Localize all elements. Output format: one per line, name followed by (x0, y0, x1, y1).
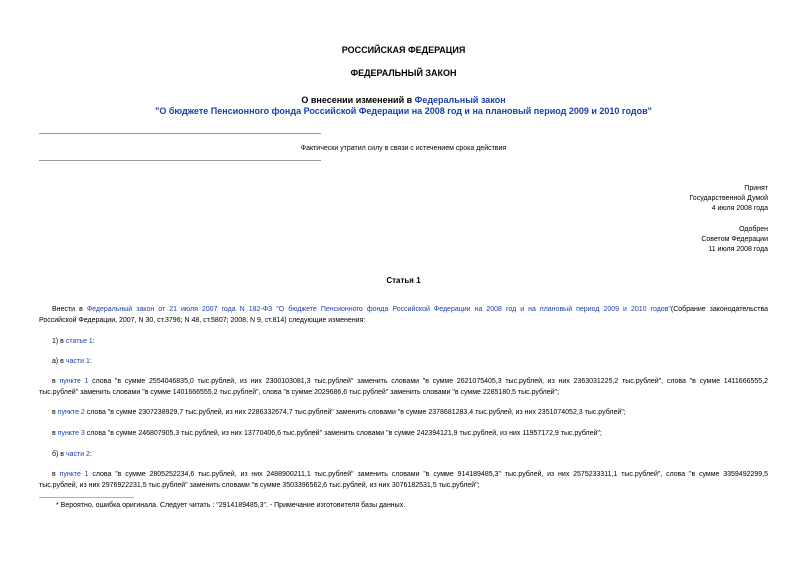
divider-bottom (39, 160, 321, 161)
article-title: Статья 1 (386, 276, 421, 285)
item-a: а) в части 1: (52, 358, 92, 365)
intro-law-link[interactable]: Федеральный закон от 21 июля 2007 года N 182-ФЗ "О бюджете Пенсионного фонда Российской Федерации на 2008 год и на плановый период 2009 и 2010 годов" (86, 306, 671, 313)
intro-line-2: Российской Федерации, 2007, N 30, ст.3796; N 48, ст.5807; 2008, N 9, ст.814) следующие изменения: (39, 317, 366, 324)
item-b: б) в части 2: (52, 451, 92, 458)
title-line-2[interactable]: "О бюджете Пенсионного фонда Российской Федерации на 2008 год и на плановый период 2009 и 2010 годов" (155, 106, 652, 116)
accepted-line-2: Государственной Думой (689, 195, 768, 202)
item-p4-line-2: тыс.рублей, из них 2976922231,5 тыс.рублей" заменить словами "в сумме 3503396562,6 тыс.рублей, из них 3076182531,5 тыс.рублей"; (39, 482, 480, 489)
article-1-link[interactable]: статье 1 (65, 338, 93, 345)
accepted-line-1: Принят (744, 185, 768, 192)
footnote-divider (39, 497, 134, 498)
item-1: 1) в статье 1: (52, 338, 95, 345)
header-country: РОССИЙСКАЯ ФЕДЕРАЦИЯ (341, 45, 466, 55)
title-law-link[interactable]: Федеральный закон (414, 95, 506, 105)
title-line-1 (0, 95, 807, 105)
accepted-line-3: 4 июля 2008 года (711, 205, 768, 212)
footnote: * Вероятно, ошибка оригинала. Следует читать : "2914189485,3". - Примечание изготовителя базы данных. (56, 502, 406, 509)
item-p2: в пункте 2 слова "в сумме 2307238929,7 тыс.рублей, из них 2286332674,7 тыс.рублей" заменить словами "в сумме 2378681283,4 тыс.рублей, из них 2351074052,3 тыс.рублей"; (52, 409, 626, 416)
part-1-link[interactable]: части 1 (65, 358, 90, 365)
intro-line-1: Внести в Федеральный закон от 21 июля 2007 года N 182-ФЗ "О бюджете Пенсионного фонда Российской Федерации на 2008 год и на плановый период 2009 и 2010 годов"(Собрание законодательства (52, 306, 768, 313)
title-prefix: О внесении изменений в (301, 95, 415, 105)
approved-line-2: Советом Федерации (701, 236, 768, 243)
approved-line-1: Одобрен (739, 226, 768, 233)
status-note: Фактически утратил силу в связи с истечением срока действия (300, 145, 507, 152)
point-3-link[interactable]: пункте 3 (57, 430, 85, 437)
adoption-approved (701, 225, 768, 255)
point-2-link[interactable]: пункте 2 (57, 409, 85, 416)
point-1b-link[interactable]: пункте 1 (59, 471, 89, 478)
item-p4-line-1: в пункте 1 слова "в сумме 2805252234,6 тыс.рублей, из них 2488900211,1 тыс.рублей" заменить словами "в сумме 914189485,3" тыс.рублей, из них 2575233311,1 тыс.рублей", слова "в сумме 3359492299,5 (52, 471, 768, 478)
point-1-link[interactable]: пункте 1 (59, 378, 89, 385)
approved-line-3: 11 июля 2008 года (708, 246, 768, 253)
header-doc-type: ФЕДЕРАЛЬНЫЙ ЗАКОН (350, 68, 457, 78)
item-p1-line-1: в пункте 1 слова "в сумме 2554046835,0 тыс.рублей, из них 2300103081,3 тыс.рублей" заменить словами "в сумме 2621075405,3 тыс.рублей, из них 2363031225,2 тыс.рублей", слова "в сумме 1411666555,2 (52, 378, 768, 385)
divider-top (39, 133, 321, 134)
item-p3: в пункте 3 слова "в сумме 246807905,3 тыс.рублей, из них 13770406,6 тыс.рублей" заменить словами "в сумме 242394121,9 тыс.рублей, из них 11957172,9 тыс.рублей"; (52, 430, 602, 437)
item-p1-line-2: тыс.рублей" заменить словами "в сумме 1401666555,2 тыс.рублей", слова "в сумме 2029686,6 тыс.рублей" заменить словами "в сумме 2285180,5 тыс.рублей"; (39, 389, 559, 396)
part-2-link[interactable]: части 2 (65, 451, 90, 458)
adoption-accepted (689, 184, 768, 214)
